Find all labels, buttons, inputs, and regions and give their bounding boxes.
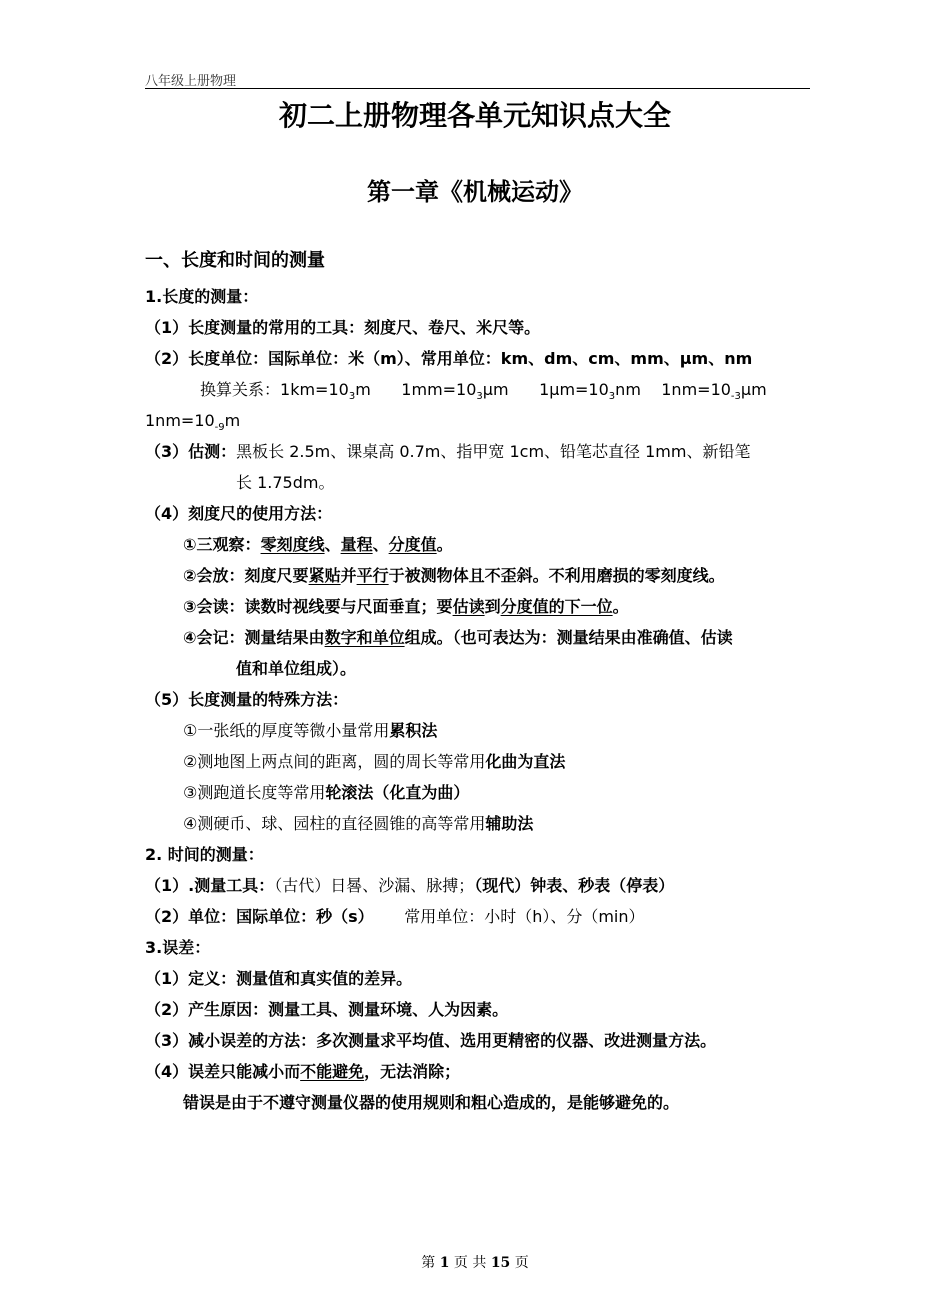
error-definition: （1）定义：测量值和真实值的差异。 bbox=[145, 969, 413, 988]
length-heading: 1.长度的测量： bbox=[145, 287, 259, 306]
time-units: （2）单位：国际单位：秒（s） 常用单位：小时（h）、分（min） bbox=[145, 907, 645, 926]
special-method-2: ②测地图上两点间的距离，圆的周长等常用化曲为直法 bbox=[183, 752, 566, 771]
conversion-line-2: $1nm=10_{-9}m$ bbox=[145, 411, 241, 434]
special-method-1: ①一张纸的厚度等微小量常用累积法 bbox=[183, 721, 438, 740]
special-methods-heading: （5）长度测量的特殊方法： bbox=[145, 690, 349, 709]
ruler-read: ③会读：读数时视线要与尺面垂直；要估读到分度值的下一位。 bbox=[183, 597, 629, 616]
page-header bbox=[145, 70, 810, 89]
estimation-line: （3）估测：黑板长 2.5m、课桌高 0.7m、指甲宽 1cm、铅笔芯直径 1mm、新铅笔 bbox=[145, 442, 751, 461]
ruler-observe: ①三观察：零刻度线、量程、分度值。 bbox=[183, 535, 453, 554]
page-footer: 第 1 页 共 15 页 bbox=[421, 1255, 529, 1271]
error-heading: 3.误差： bbox=[145, 938, 211, 957]
section-title: 一、长度和时间的测量 bbox=[145, 250, 325, 271]
error-reduction: （3）减小误差的方法：多次测量求平均值、选用更精密的仪器、改进测量方法。 bbox=[145, 1031, 717, 1050]
special-method-3: ③测跑道长度等常用轮滚法（化直为曲） bbox=[183, 783, 470, 802]
time-heading: 2. 时间的测量： bbox=[145, 845, 264, 864]
time-tools: （1）.测量工具：（古代）日晷、沙漏、脉搏；（现代）钟表、秒表（停表） bbox=[145, 876, 675, 895]
total-pages: 15 bbox=[490, 1255, 511, 1271]
length-units: （2）长度单位：国际单位：米（m）、常用单位：km、dm、cm、mm、μm、nm bbox=[145, 349, 753, 368]
special-method-4: ④测硬币、球、园柱的直径圆锥的高等常用辅助法 bbox=[183, 814, 534, 833]
estimation-cont: 长 1.75dm。 bbox=[236, 473, 335, 492]
length-tools: （1）长度测量的常用的工具：刻度尺、卷尺、米尺等。 bbox=[145, 318, 541, 337]
ruler-place: ②会放：刻度尺要紧贴并平行于被测物体且不歪斜。不利用磨损的零刻度线。 bbox=[183, 566, 725, 585]
error-causes: （2）产生原因：测量工具、测量环境、人为因素。 bbox=[145, 1000, 509, 1019]
conversion-line: 换算关系：$1km=10_3m$ $1mm=10_3\mu m$ $1\mu m=10_3nm$ $1nm=10_{-3}\mu m$ bbox=[200, 380, 767, 403]
error-unavoidable: （4）误差只能减小而不能避免，无法消除； bbox=[145, 1062, 461, 1081]
document-title: 初二上册物理各单元知识点大全 bbox=[278, 99, 671, 132]
ruler-usage-heading: （4）刻度尺的使用方法： bbox=[145, 504, 333, 523]
header-text: 八年级上册物理 bbox=[145, 74, 237, 89]
mistake-note: 错误是由于不遵守测量仪器的使用规则和粗心造成的，是能够避免的。 bbox=[183, 1093, 680, 1112]
ruler-record: ④会记：测量结果由数字和单位组成。（也可表达为：测量结果由准确值、估读 bbox=[183, 628, 733, 647]
page-number: 1 bbox=[439, 1255, 450, 1271]
ruler-record-cont: 值和单位组成）。 bbox=[236, 659, 357, 678]
chapter-title: 第一章《机械运动》 bbox=[367, 178, 583, 206]
